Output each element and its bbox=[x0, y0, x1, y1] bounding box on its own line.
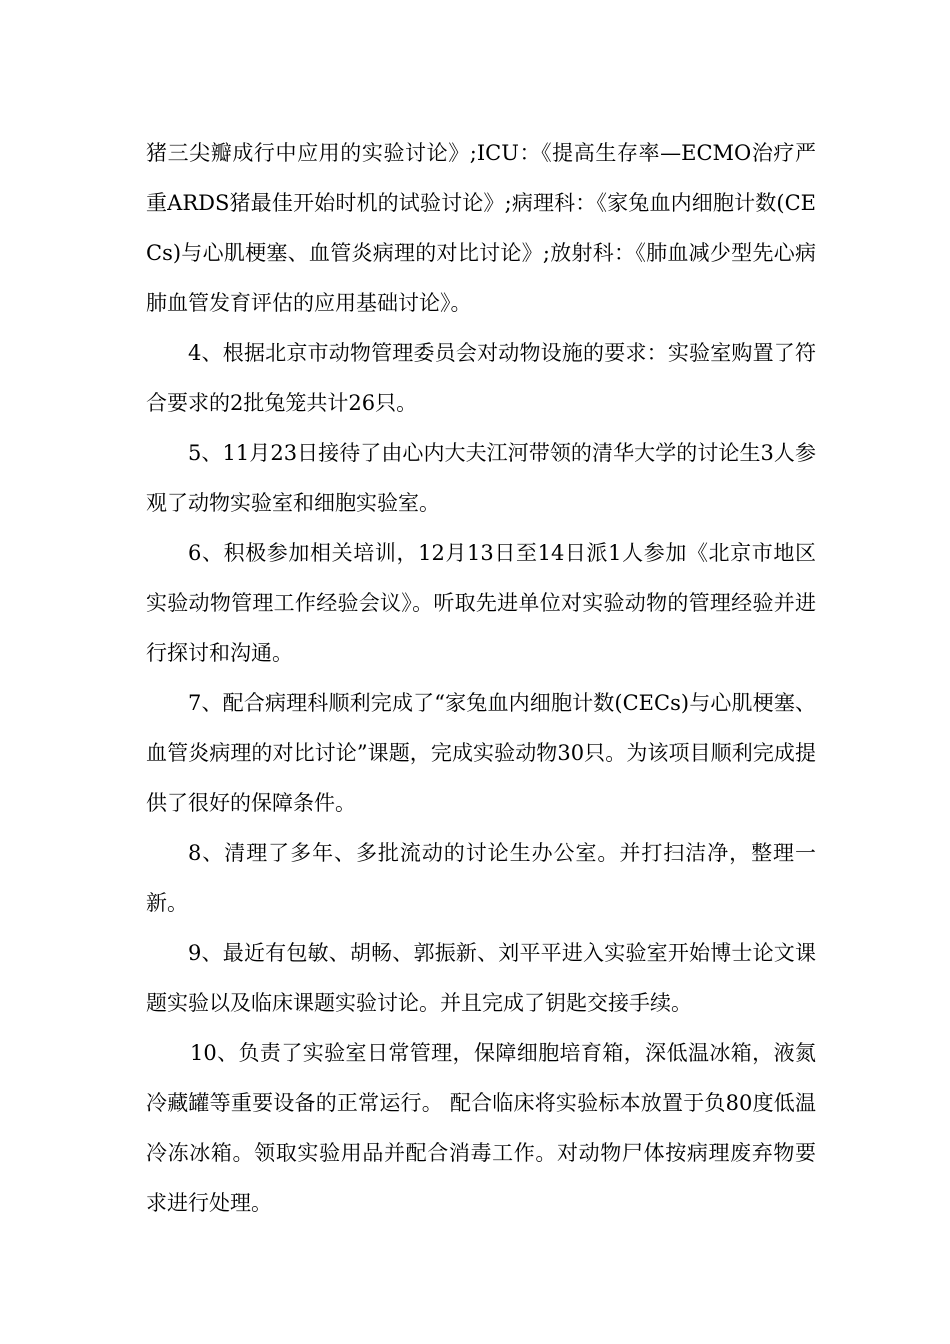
paragraph-continuation: 猪三尖瓣成行中应用的实验讨论》;ICU：《提高生存率—ECMO治疗严重ARDS猪最佳开始时机的试验讨论》;病理科：《家兔血内细胞计数(CECs)与心肌梗塞、血管炎病理的对比讨论》;放射科：《肺血减少型先心病肺血管发育评估的应用基础讨论》。 bbox=[146, 141, 816, 315]
document-body bbox=[146, 128, 816, 1228]
paragraph-item-4: 4、根据北京市动物管理委员会对动物设施的要求：实验室购置了符合要求的2批兔笼共计26只。 bbox=[146, 341, 816, 415]
paragraph-item-10: 10、负责了实验室日常管理，保障细胞培育箱，深低温冰箱，液氮冷藏罐等重要设备的正常运行。 配合临床将实验标本放置于负80度低温冷冻冰箱。领取实验用品并配合消毒工作。对动物尸体按病理废弃物要求进行处理。 bbox=[146, 1041, 816, 1215]
paragraph-item-8: 8、清理了多年、多批流动的讨论生办公室。并打扫洁净，整理一新。 bbox=[146, 841, 816, 915]
paragraph-item-9: 9、最近有包敏、胡畅、郭振新、刘平平进入实验室开始博士论文课题实验以及临床课题实验讨论。并且完成了钥匙交接手续。 bbox=[146, 941, 816, 1015]
paragraph-item-6: 6、积极参加相关培训，12月13日至14日派1人参加《北京市地区实验动物管理工作经验会议》。听取先进单位对实验动物的管理经验并进行探讨和沟通。 bbox=[146, 541, 816, 665]
paragraph-item-5: 5、11月23日接待了由心内大夫江河带领的清华大学的讨论生3人参观了动物实验室和细胞实验室。 bbox=[146, 441, 816, 515]
paragraph-item-7: 7、配合病理科顺利完成了“家兔血内细胞计数(CECs)与心肌梗塞、血管炎病理的对比讨论”课题，完成实验动物30只。为该项目顺利完成提供了很好的保障条件。 bbox=[146, 691, 816, 815]
